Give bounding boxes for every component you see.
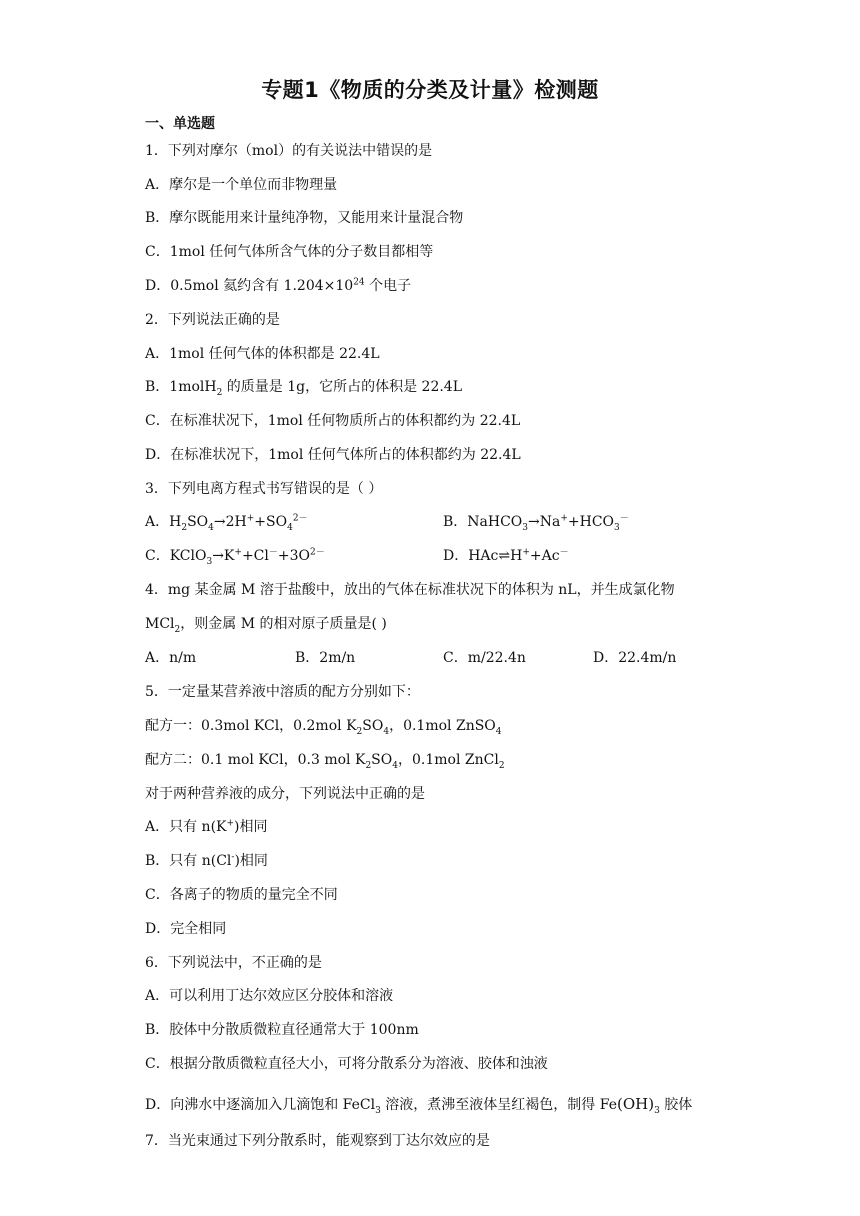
question-5-formula-2: 配方二：0.1 mol KCl，0.3 mol $K_2SO_4$，0.1mol ZnCl$_2$ xyxy=(145,752,505,771)
question-3-option-d: D．HAc⇌H++Ac－ xyxy=(443,547,569,564)
question-5-formula-1: 配方一：0.3mol KCl，0.2mol $K_2SO_4$，0.1mol ZnSO$_4$ xyxy=(145,718,502,737)
question-6-option-c: C．根据分散质微粒直径大小，可将分散系分为溶液、胶体和浊液 xyxy=(145,1056,548,1072)
question-4-option-a: A．n/m xyxy=(145,650,197,666)
question-2-option-d: D．在标准状况下，1mol 任何气体所占的体积都约为 22.4L xyxy=(145,447,521,463)
question-1-option-a: A．摩尔是一个单位而非物理量 xyxy=(145,177,338,193)
question-7-stem: 7．当光束通过下列分散系时，能观察到丁达尔效应的是 xyxy=(145,1133,490,1149)
section-heading: 一、单选题 xyxy=(145,116,215,132)
page-title: 专题1《物质的分类及计量》检测题 xyxy=(261,78,599,102)
question-6-stem: 6．下列说法中，不正确的是 xyxy=(145,955,322,971)
question-3-option-a: A．$H_2SO_4\to 2H^++SO_4^{2-}$ xyxy=(145,513,308,533)
question-5-option-b: B．只有 n(Cl-)相同 xyxy=(145,852,268,869)
question-3-option-c: C．$KClO_3\to K^++Cl^-+3O^{2-}$ xyxy=(145,547,325,567)
question-5-question: 对于两种营养液的成分，下列说法中正确的是 xyxy=(145,786,425,802)
question-1-option-c: C．1mol 任何气体所含气体的分子数目都相等 xyxy=(145,244,434,260)
question-3-stem: 3．下列电离方程式书写错误的是（ ） xyxy=(145,481,383,497)
question-4-stem-line-2: MCl$_2$，则金属 M 的相对原子质量是( ) xyxy=(145,616,387,635)
question-6-option-d: D．向沸水中逐滴加入几滴饱和 FeCl$_3$ 溶液，煮沸至液体呈红褐色，制得 $Fe(OH)_3$ 胶体 xyxy=(145,1095,693,1116)
question-6-option-b: B．胶体中分散质微粒直径通常大于 100nm xyxy=(145,1022,419,1038)
question-2-option-b: B．1molH$_2$ 的质量是 1g，它所占的体积是 22.4L xyxy=(145,379,463,398)
question-2-option-c: C．在标准状况下，1mol 任何物质所占的体积都约为 22.4L xyxy=(145,413,521,429)
question-5-option-c: C．各离子的物质的量完全不同 xyxy=(145,887,338,903)
question-5-option-d: D．完全相同 xyxy=(145,921,227,937)
question-3-option-b: B．$NaHCO_3\to Na^++HCO_3^-$ xyxy=(443,513,629,533)
question-1-stem: 1．下列对摩尔（mol）的有关说法中错误的是 xyxy=(145,143,433,159)
question-1-option-b: B．摩尔既能用来计量纯净物，又能用来计量混合物 xyxy=(145,210,464,226)
question-5-option-a: A．只有 n(K+)相同 xyxy=(145,818,268,835)
question-4-option-c: C．m/22.4n xyxy=(443,650,526,666)
question-2-option-a: A．1mol 任何气体的体积都是 22.4L xyxy=(145,346,380,362)
question-6-option-a: A．可以利用丁达尔效应区分胶体和溶液 xyxy=(145,988,394,1004)
question-4-option-d: D．22.4m/n xyxy=(593,650,677,666)
question-2-stem: 2．下列说法正确的是 xyxy=(145,312,280,328)
question-4-option-b: B．2m/n xyxy=(295,650,356,666)
question-4-stem-line-1: 4．mg 某金属 M 溶于盐酸中，放出的气体在标准状况下的体积为 nL，并生成氯化物 xyxy=(145,582,675,598)
question-5-stem: 5．一定量某营养液中溶质的配方分别如下： xyxy=(145,684,420,700)
question-1-option-d: D．0.5mol 氦约含有 $1.204\times 10^{24}$ 个电子 xyxy=(145,277,412,294)
